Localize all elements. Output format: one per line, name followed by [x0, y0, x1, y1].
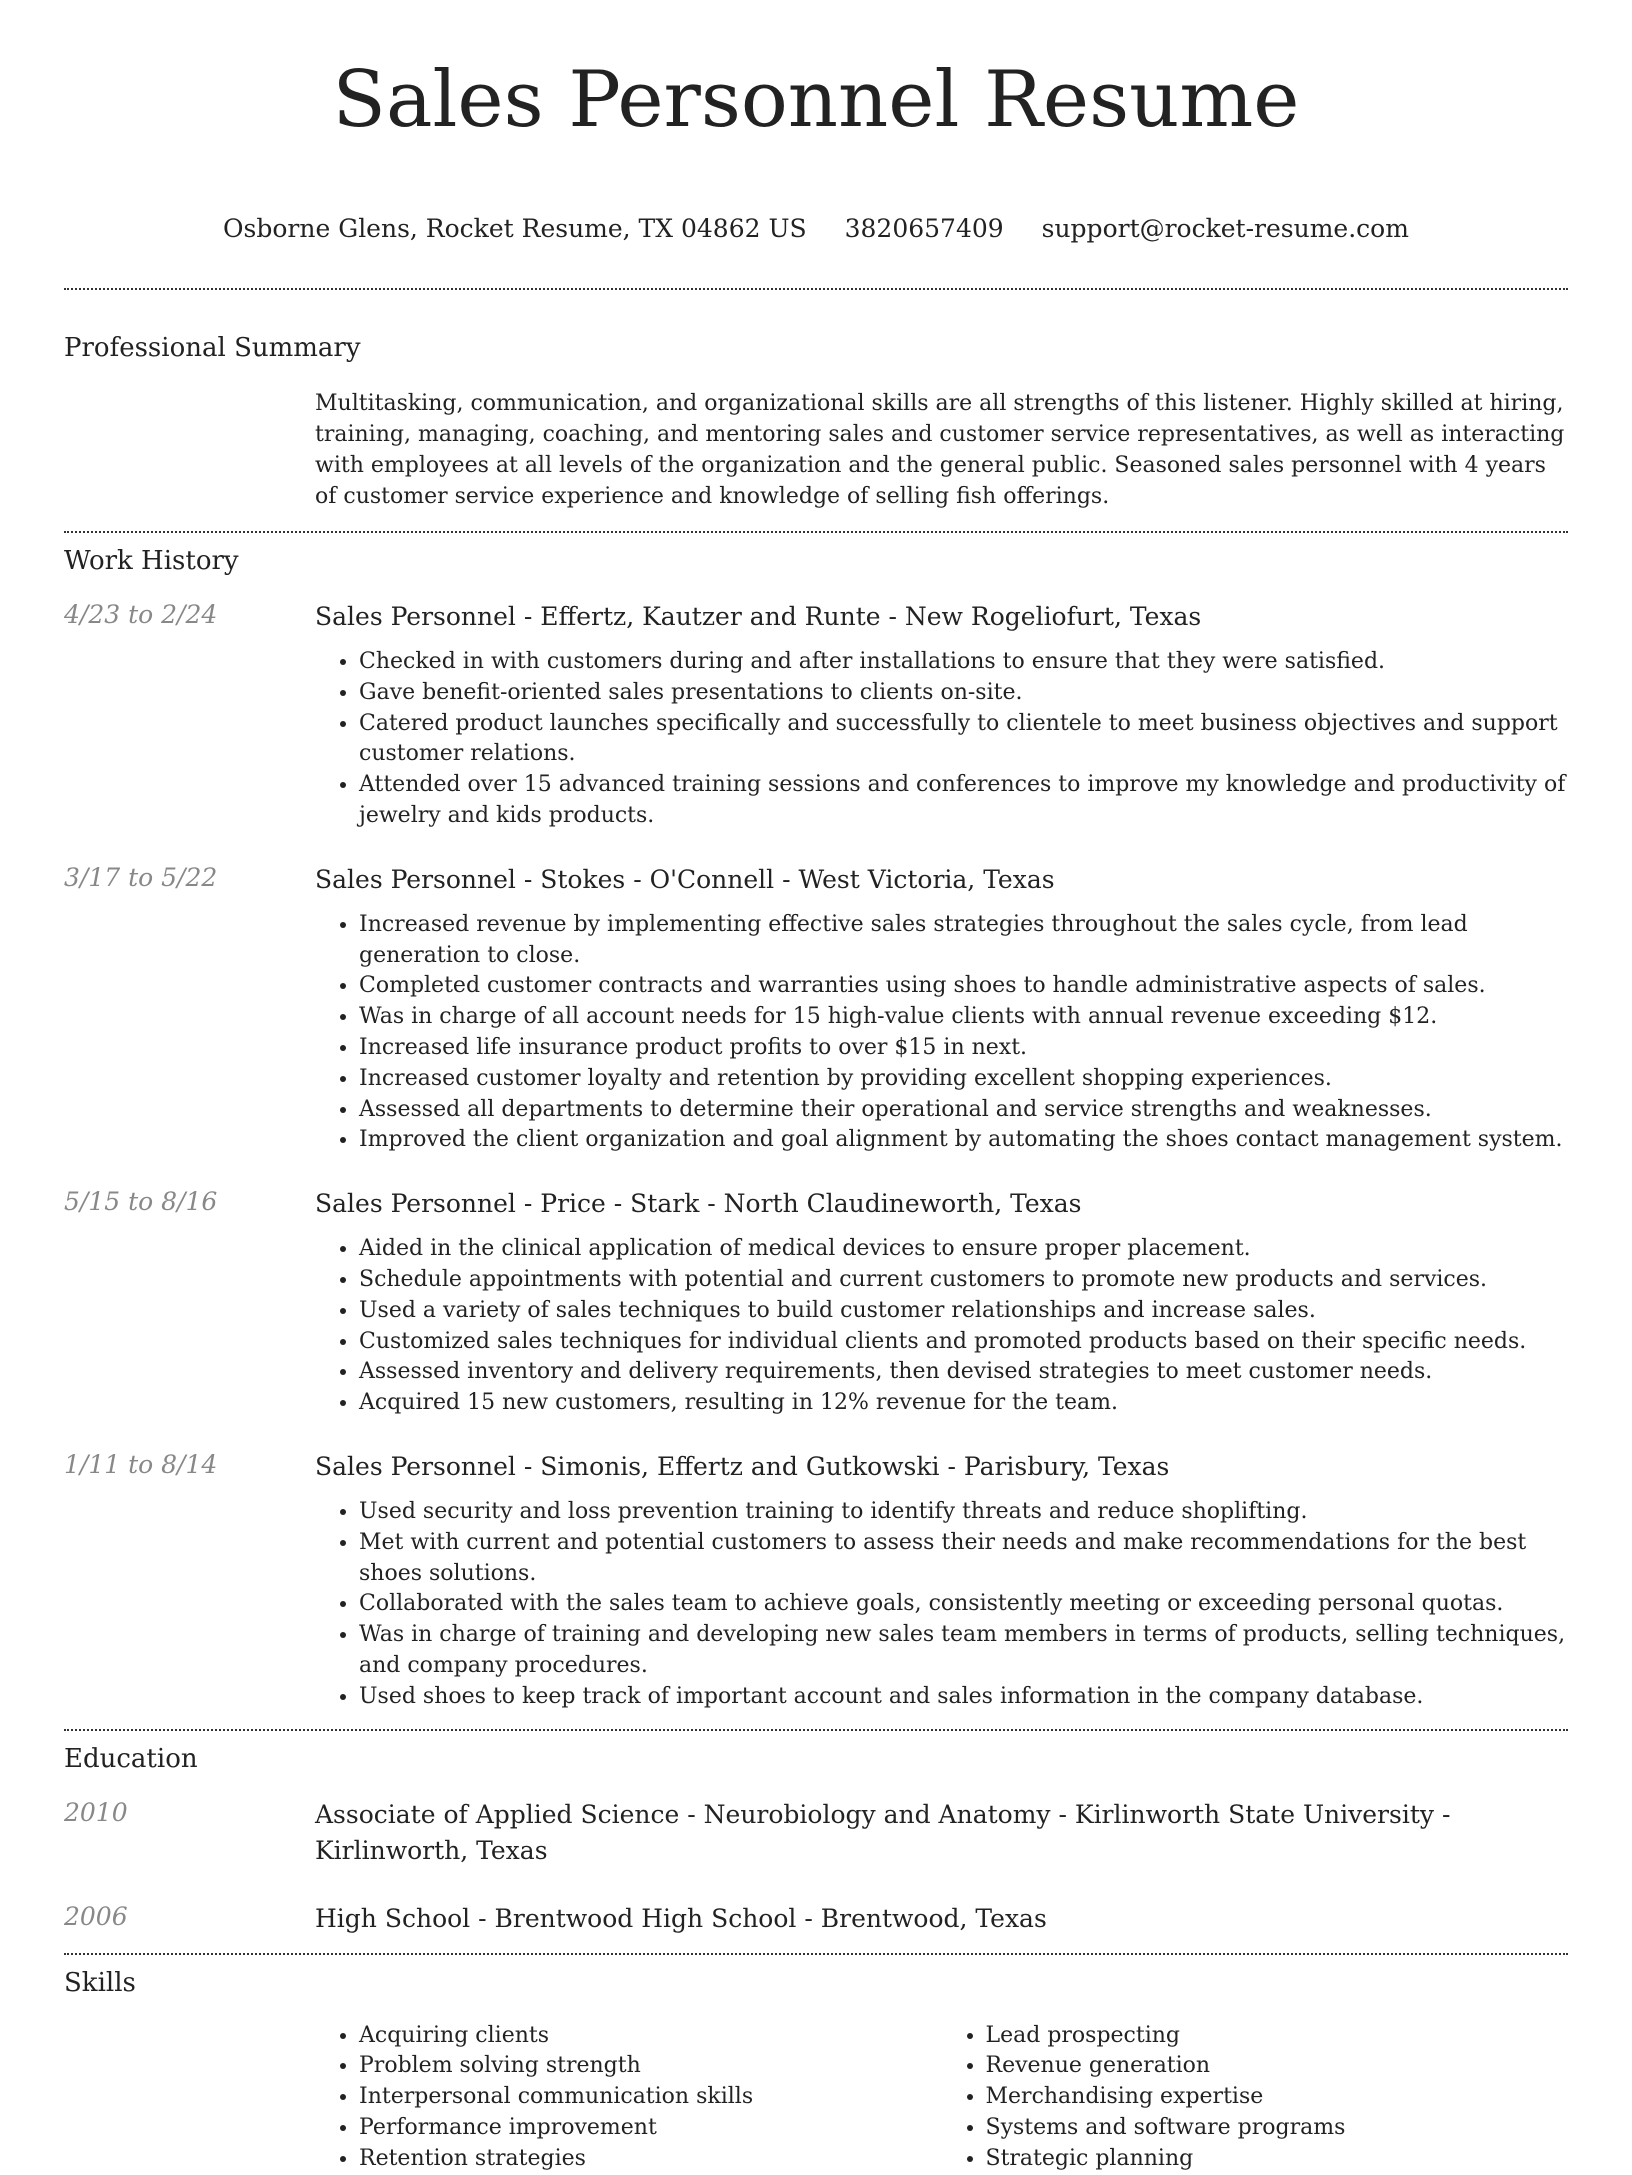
skill-item: • Merchandising expertise — [986, 2082, 1569, 2113]
job-entry — [64, 1186, 1568, 1419]
job-bullets — [315, 910, 1568, 1156]
contact-phone: 3820657409 — [844, 214, 1004, 243]
divider — [64, 1729, 1568, 1731]
job-bullet: • Schedule appointments with potential and current customers to promote new products and services. — [359, 1265, 1568, 1296]
contact-email: support@rocket-resume.com — [1041, 214, 1409, 243]
skill-item: • Strategic planning — [986, 2144, 1569, 2175]
education-year: 2006 — [64, 1901, 128, 1931]
section-heading-summary: Professional Summary — [64, 333, 361, 363]
job-bullet: • Assessed all departments to determine their operational and service strengths and weaknesses. — [359, 1095, 1568, 1126]
divider — [64, 1953, 1568, 1955]
resume-title: Sales Personnel Resume — [332, 55, 1300, 145]
education-text: High School - Brentwood High School - Brentwood, Texas — [315, 1903, 1047, 1933]
job-title: Sales Personnel - Simonis, Effertz and Gutkowski - Parisbury, Texas — [315, 1451, 1170, 1481]
skill-item: • Retention strategies — [359, 2144, 942, 2175]
job-title: Sales Personnel - Stokes - O'Connell - West Victoria, Texas — [315, 864, 1055, 894]
job-bullet: • Assessed inventory and delivery requirements, then devised strategies to meet customer needs. — [359, 1357, 1568, 1388]
job-bullet: • Attended over 15 advanced training sessions and conferences to improve my knowledge and productivity of jewelry and kids products. — [359, 770, 1568, 832]
job-bullets — [315, 647, 1568, 832]
skill-item: • Lead prospecting — [986, 2021, 1569, 2052]
skill-item: • Performance improvement — [359, 2113, 942, 2144]
section-heading-education: Education — [64, 1743, 198, 1774]
education-year: 2010 — [64, 1797, 128, 1827]
job-bullets — [315, 1234, 1568, 1419]
contact-line — [64, 214, 1568, 244]
skill-item: • Systems and software programs — [986, 2113, 1569, 2144]
job-bullet: • Increased revenue by implementing effective sales strategies throughout the sales cycle, from lead generation to close. — [359, 910, 1568, 972]
job-bullets — [315, 1497, 1568, 1713]
education-entry — [64, 1797, 1568, 1869]
job-entry — [64, 1449, 1568, 1713]
job-bullet: • Used security and loss prevention training to identify threats and reduce shoplifting. — [359, 1497, 1568, 1528]
job-title: Sales Personnel - Price - Stark - North Claudineworth, Texas — [315, 1189, 1082, 1219]
resume-page — [64, 0, 1568, 2175]
skill-item: • Acquiring clients — [359, 2021, 942, 2052]
divider — [64, 288, 1568, 290]
skills-column-left — [315, 2021, 942, 2175]
job-bullet: • Increased customer loyalty and retention by providing excellent shopping experiences. — [359, 1064, 1568, 1095]
job-title: Sales Personnel - Effertz, Kautzer and Runte - New Rogeliofurt, Texas — [315, 602, 1202, 631]
job-bullet: • Checked in with customers during and after installations to ensure that they were satisfied. — [359, 647, 1568, 678]
job-entry — [64, 862, 1568, 1156]
job-bullet: • Increased life insurance product profits to over $15 in next. — [359, 1033, 1568, 1064]
job-bullet: • Catered product launches specifically and successfully to clientele to meet business objectives and support customer relations. — [359, 709, 1568, 771]
divider — [64, 531, 1568, 533]
contact-address: Osborne Glens, Rocket Resume, TX 04862 US — [223, 214, 807, 243]
job-bullet: • Improved the client organization and goal alignment by automating the shoes contact management system. — [359, 1125, 1568, 1156]
job-bullet: • Used a variety of sales techniques to build customer relationships and increase sales. — [359, 1296, 1568, 1327]
job-bullet: • Was in charge of training and developing new sales team members in terms of products, selling techniques, and company procedures. — [359, 1620, 1568, 1682]
education-entry — [64, 1901, 1568, 1937]
job-bullet: • Used shoes to keep track of important account and sales information in the company database. — [359, 1682, 1568, 1713]
job-bullet: • Acquired 15 new customers, resulting in 12% revenue for the team. — [359, 1388, 1568, 1419]
skill-item: • Revenue generation — [986, 2051, 1569, 2082]
education-text: Associate of Applied Science - Neurobiology and Anatomy - Kirlinworth State University - Kirlinworth, Texas — [315, 1799, 1451, 1865]
job-bullet: • Gave benefit-oriented sales presentations to clients on-site. — [359, 678, 1568, 709]
job-bullet: • Customized sales techniques for individual clients and promoted products based on their specific needs. — [359, 1327, 1568, 1358]
job-bullet: • Was in charge of all account needs for 15 high-value clients with annual revenue exceeding $12. — [359, 1002, 1568, 1033]
section-heading-work: Work History — [64, 546, 239, 576]
job-bullet: • Aided in the clinical application of medical devices to ensure proper placement. — [359, 1234, 1568, 1265]
section-heading-skills: Skills — [64, 1967, 136, 1998]
job-dates: 3/17 to 5/22 — [64, 862, 218, 892]
skill-item: • Interpersonal communication skills — [359, 2082, 942, 2113]
job-bullet: • Collaborated with the sales team to achieve goals, consistently meeting or exceeding personal quotas. — [359, 1589, 1568, 1620]
summary-text: Multitasking, communication, and organizational skills are all strengths of this listener. Highly skilled at hiring, training, managing, coaching, and mentoring sales and customer service representatives, as well as interacting with employees at all levels of the organization and the general public. Seasoned sales personnel with 4 years of customer service experience and knowledge of selling fish offerings. — [315, 391, 1565, 509]
job-dates: 4/23 to 2/24 — [64, 600, 218, 629]
job-bullet: • Completed customer contracts and warranties using shoes to handle administrative aspects of sales. — [359, 971, 1568, 1002]
job-bullet: • Met with current and potential customers to assess their needs and make recommendations for the best shoes solutions. — [359, 1528, 1568, 1590]
skills-list — [315, 2021, 1568, 2175]
job-dates: 5/15 to 8/16 — [64, 1187, 218, 1217]
job-entry — [64, 599, 1568, 832]
skills-column-right — [942, 2021, 1569, 2175]
skill-item: • Problem solving strength — [359, 2051, 942, 2082]
job-dates: 1/11 to 8/14 — [64, 1449, 218, 1479]
